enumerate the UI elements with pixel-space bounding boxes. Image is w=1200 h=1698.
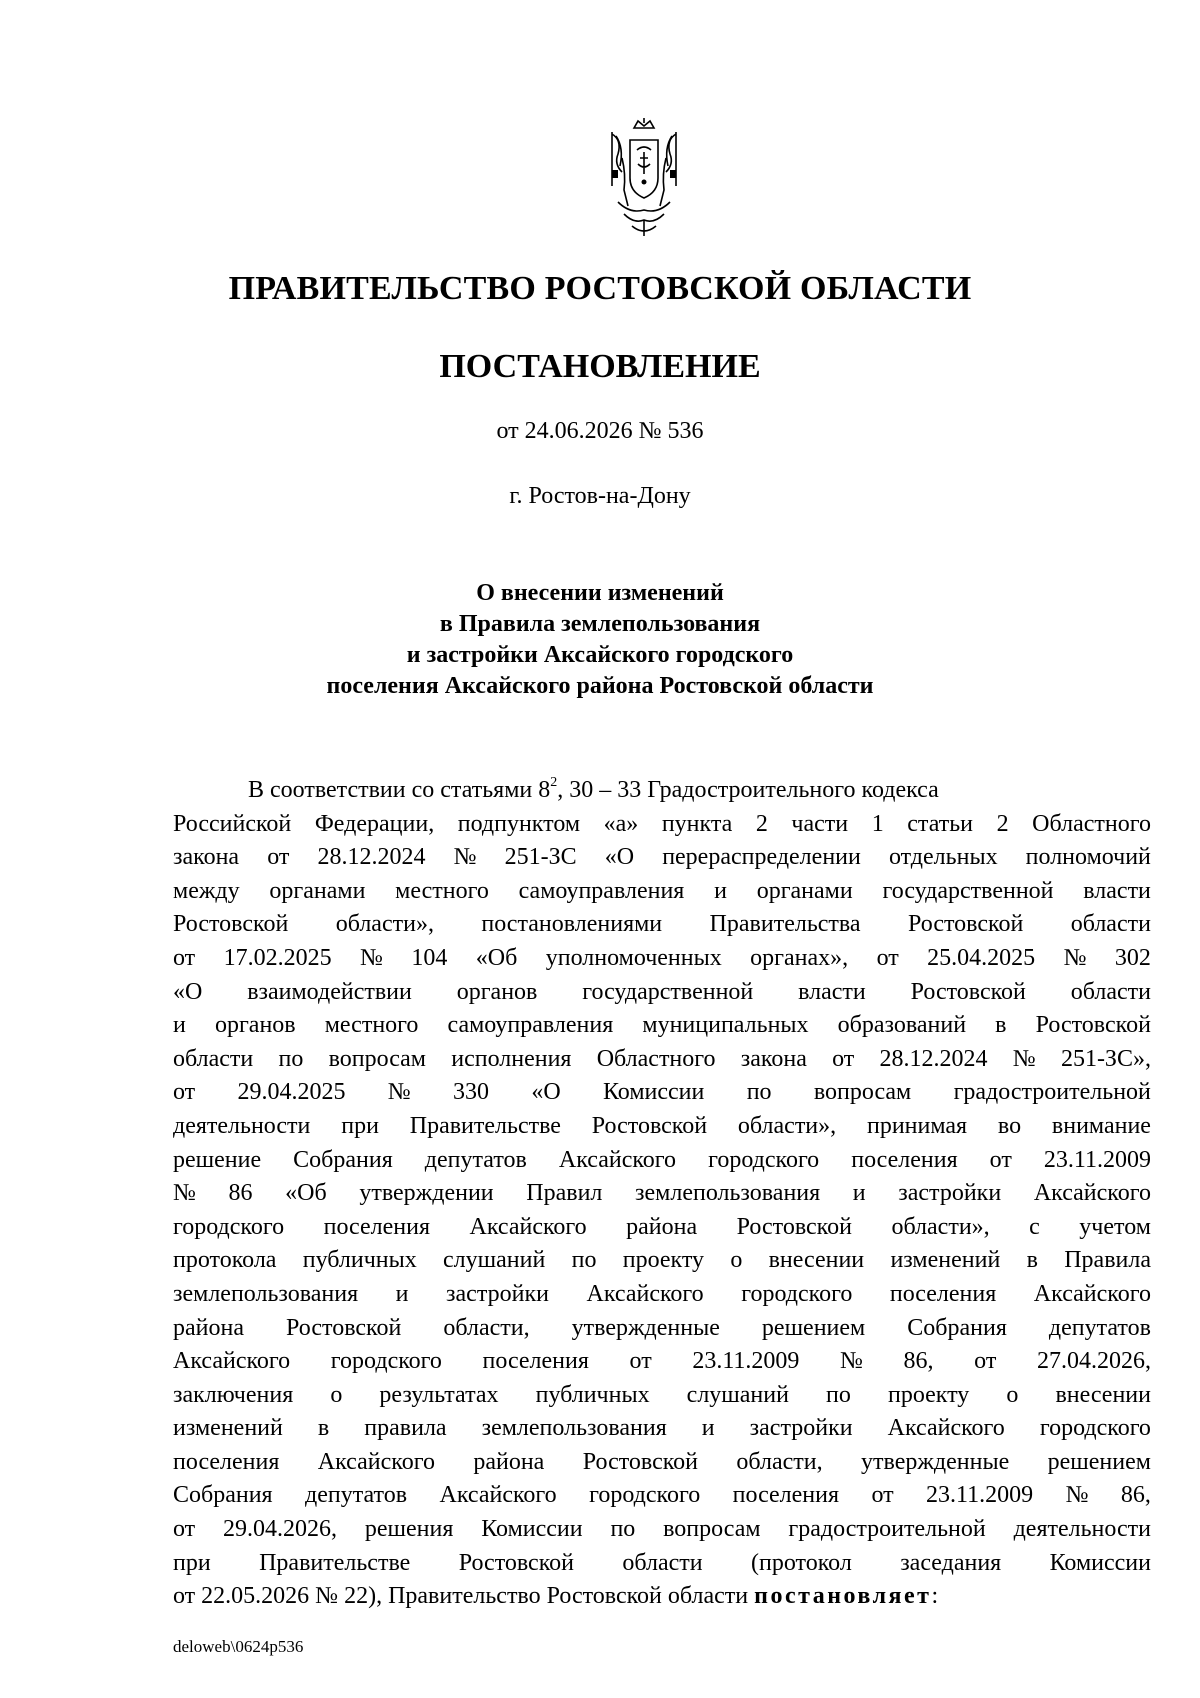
body-line: и органов местного самоуправления муниципальных образований в Ростовской <box>173 1012 1151 1039</box>
body-line: деятельности при Правительстве Ростовской области», принимая во внимание <box>173 1112 1151 1139</box>
subject-line: в Правила землепользования <box>439 611 761 637</box>
subject-line: и застройки Аксайского городского <box>406 642 794 668</box>
body-last-line <box>173 1580 1151 1614</box>
document-body <box>173 774 1151 1614</box>
body-line: № 86 «Об утверждении Правил землепользования и застройки Аксайского <box>173 1180 1151 1207</box>
body-line: землепользования и застройки Аксайского городского поселения Аксайского <box>173 1280 1151 1307</box>
body-line: области по вопросам исполнения Областного закона от 28.12.2024 № 251-ЗС», <box>173 1045 1151 1072</box>
body-line <box>173 774 1151 808</box>
body-line: района Ростовской области, утвержденные решением Собрания депутатов <box>173 1314 1151 1341</box>
body-line: между органами местного самоуправления и органами государственной власти <box>173 877 1151 904</box>
body-line: заключения о результатах публичных слушаний по проекту о внесении <box>173 1381 1151 1408</box>
body-line: от 29.04.2026, решения Комиссии по вопросам градостроительной деятельности <box>173 1516 1151 1543</box>
body-line: при Правительстве Ростовской области (протокол заседания Комиссии <box>173 1549 1151 1576</box>
organization-title: ПРАВИТЕЛЬСТВО РОСТОВСКОЙ ОБЛАСТИ <box>228 270 972 307</box>
document-type-title: ПОСТАНОВЛЕНИЕ <box>439 348 761 385</box>
superscript: 2 <box>550 775 558 790</box>
coat-of-arms-emblem <box>604 118 684 240</box>
document-date-number: от 24.06.2026 № 536 <box>496 418 704 444</box>
body-line: изменений в правила землепользования и застройки Аксайского городского <box>173 1415 1151 1442</box>
decree-word: постановляет <box>754 1583 932 1610</box>
body-line: «О взаимодействии органов государственной власти Ростовской области <box>173 978 1151 1005</box>
body-line: от 17.02.2025 № 104 «Об уполномоченных органах», от 25.04.2025 № 302 <box>173 944 1151 971</box>
body-line: Аксайского городского поселения от 23.11.2009 № 86, от 27.04.2026, <box>173 1348 1151 1375</box>
subject-line: поселения Аксайского района Ростовской области <box>326 673 874 699</box>
body-line: решение Собрания депутатов Аксайского городского поселения от 23.11.2009 <box>173 1146 1151 1173</box>
body-line-text: В соответствии со статьями $8^2$, 30 – 33 Градостроительного кодекса <box>248 775 939 803</box>
body-line: Собрания депутатов Аксайского городского поселения от 23.11.2009 № 86, <box>173 1482 1151 1509</box>
document-subject <box>0 578 1200 702</box>
decree-colon: : <box>931 1583 939 1610</box>
document-city: г. Ростов-на-Дону <box>509 483 691 509</box>
body-line: городского поселения Аксайского района Ростовской области», с учетом <box>173 1213 1151 1240</box>
body-line: от 29.04.2025 № 330 «О Комиссии по вопросам градостроительной <box>173 1079 1151 1106</box>
body-line: поселения Аксайского района Ростовской области, утвержденные решением <box>173 1448 1151 1475</box>
body-line: протокола публичных слушаний по проекту о внесении изменений в Правила <box>173 1247 1151 1274</box>
subject-line: О внесении изменений <box>476 580 724 606</box>
body-line: Ростовской области», постановлениями Правительства Ростовской области <box>173 911 1151 938</box>
file-code-footer: deloweb\0624p536 <box>173 1637 304 1656</box>
body-line: закона от 28.12.2024 № 251-ЗС «О перераспределении отдельных полномочий <box>173 844 1151 871</box>
body-line-text: от 22.05.2026 № 22), Правительство Ростовской области <box>173 1583 749 1610</box>
body-line: Российской Федерации, подпунктом «а» пункта 2 части 1 статьи 2 Областного <box>173 810 1151 837</box>
